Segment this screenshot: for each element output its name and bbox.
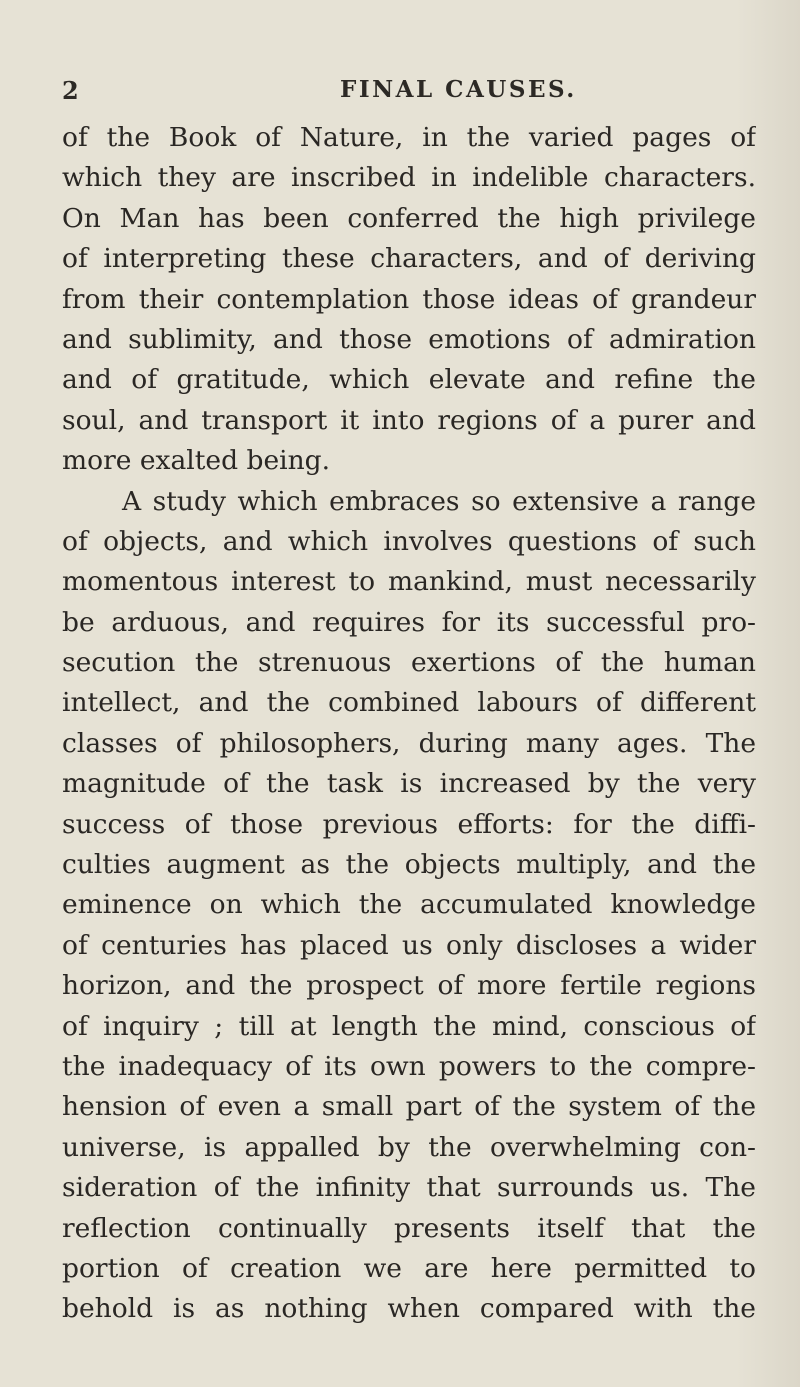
text-line: culties augment as the objects multiply, and the <box>62 849 756 881</box>
paragraph-end-line: more exalted being. <box>62 445 331 477</box>
text-line: and sublimity, and those emotions of admiration <box>62 323 756 355</box>
text-line: and of gratitude, which elevate and refine the <box>62 364 756 396</box>
text-line: momentous interest to mankind, must necessarily <box>62 566 756 598</box>
text-line: success of those previous efforts: for the diffi- <box>62 808 756 840</box>
text-line: soul, and transport it into regions of a purer and <box>62 404 756 436</box>
text-line: classes of philosophers, during many ages. The <box>62 727 756 759</box>
text-line: magnitude of the task is increased by the very <box>62 768 756 800</box>
text-line: of objects, and which involves questions of such <box>62 525 756 557</box>
text-line: of inquiry ; till at length the mind, conscious of <box>62 1010 756 1042</box>
running-head <box>62 76 762 106</box>
text-line: horizon, and the prospect of more fertile regions <box>62 970 756 1002</box>
running-title: FINAL CAUSES. <box>340 76 577 103</box>
text-line: intellect, and the combined labours of different <box>62 687 756 719</box>
text-line: sideration of the infinity that surrounds us. The <box>62 1172 756 1204</box>
text-line: universe, is appalled by the overwhelming con- <box>62 1131 756 1163</box>
text-line: hension of even a small part of the system of the <box>62 1091 756 1123</box>
text-line: be arduous, and requires for its successful pro- <box>62 606 756 638</box>
text-line: secution the strenuous exertions of the human <box>62 647 756 679</box>
text-line: On Man has been conferred the high privilege <box>62 202 756 234</box>
text-line: the inadequacy of its own powers to the compre- <box>62 1050 756 1082</box>
text-line: behold is as nothing when compared with the <box>62 1293 756 1325</box>
text-line: of the Book of Nature, in the varied pages of <box>62 122 756 153</box>
text-line: from their contemplation those ideas of grandeur <box>62 283 756 315</box>
text-line: portion of creation we are here permitted to <box>62 1252 756 1284</box>
text-line: of interpreting these characters, and of deriving <box>62 243 756 275</box>
paragraph-start-line: A study which embraces so extensive a range <box>122 485 756 517</box>
page-number: 2 <box>62 76 79 105</box>
text-line: eminence on which the accumulated knowledge <box>62 889 756 921</box>
text-line: of centuries has placed us only discloses a wider <box>62 929 756 961</box>
body-text <box>62 118 756 1330</box>
text-line: reflection continually presents itself that the <box>62 1212 756 1244</box>
text-line: which they are inscribed in indelible characters. <box>62 162 756 194</box>
